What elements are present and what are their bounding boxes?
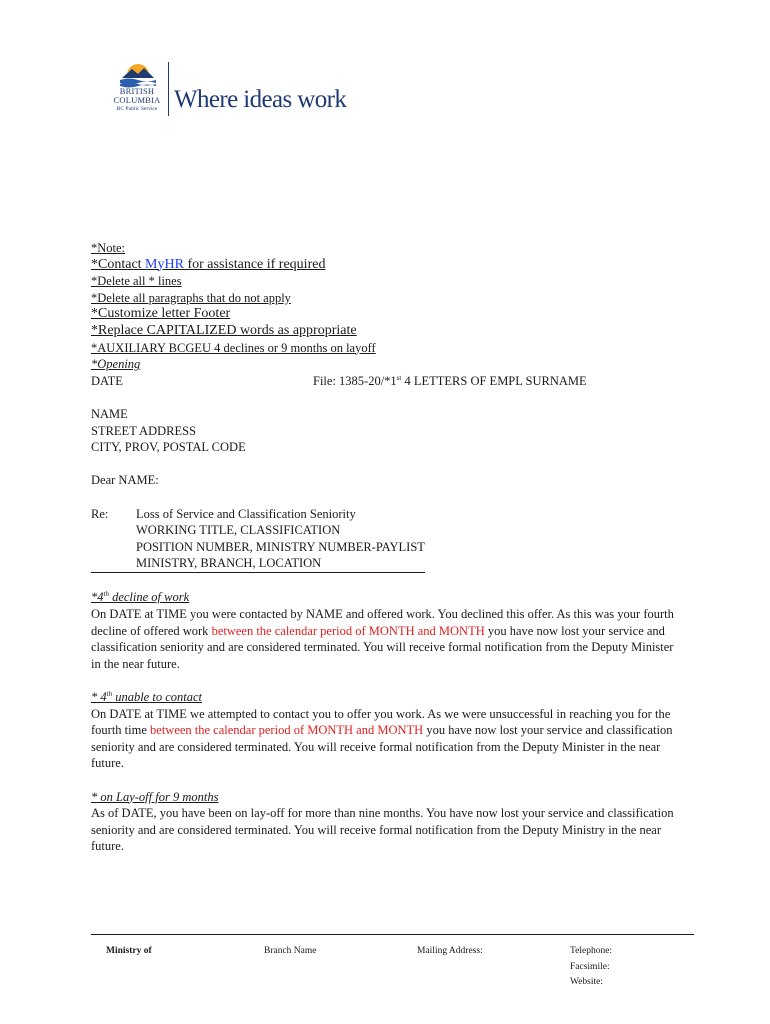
bc-public-service-logo (108, 58, 368, 120)
note-contact (91, 257, 681, 274)
footer-ministry (106, 944, 152, 960)
file-number (313, 373, 587, 390)
section-decline-heading (91, 589, 681, 606)
section-decline-text-1: On DATE at TIME you were contacted by NAME and offered work. You declined this offer. As this was your fourth decline of offered work (91, 607, 674, 638)
file-number-sup: st (396, 373, 402, 382)
file-number-pre: File: 1385-20/*1 (313, 373, 397, 388)
date-file-line (91, 373, 681, 390)
note-contact-post: for assistance if required (183, 256, 326, 272)
re-label: Re: (91, 506, 109, 521)
myhr-link[interactable]: MyHR (145, 256, 184, 272)
logo-tagline: Where ideas work (174, 86, 347, 113)
footer-rule (91, 934, 694, 935)
footer-telephone-label: Telephone: (570, 946, 613, 956)
logo-line-british: BRITISH (119, 86, 155, 96)
section-decline-heading-post: decline of work (108, 590, 190, 605)
re-line: Loss of Service and Classification Seniority (136, 506, 356, 521)
section-layoff-text: As of DATE, you have been on lay-off for more than nine months. You have now lost your service and classification seniority and are considered terminated. You will receive formal notification from the Deputy Ministry in the near future. (91, 806, 674, 854)
section-unable-text (91, 706, 681, 772)
note-delete-lines: *Delete all * lines (91, 274, 182, 289)
section-layoff-heading: * on Lay-off for 9 months (91, 789, 219, 804)
note-auxiliary: *AUXILIARY BCGEU 4 declines or 9 months on layoff (91, 340, 376, 355)
re-line: POSITION NUMBER, MINISTRY NUMBER-PAYLIST (136, 539, 425, 554)
re-line: WORKING TITLE, CLASSIFICATION (136, 523, 341, 538)
re-line: MINISTRY, BRANCH, LOCATION (91, 555, 425, 573)
section-decline-text-2: you have now lost your service and classification seniority and are considered terminated. You will receive formal notification from the Deputy Minister in the near future. (91, 623, 674, 671)
salutation: Dear NAME: (91, 473, 159, 488)
letter-body (91, 240, 681, 855)
note-heading: *Note: (91, 241, 126, 255)
note-opening: *Opening (91, 357, 141, 372)
note-delete-paragraphs: *Delete all paragraphs that do not apply (91, 290, 291, 305)
note-customize-footer: *Customize letter Footer (91, 306, 231, 322)
note-replace-capitalized: *Replace CAPITALIZED words as appropriate (91, 322, 357, 338)
recipient-city: CITY, PROV, POSTAL CODE (91, 440, 246, 455)
logo-wordmark (108, 87, 166, 113)
footer-contact (570, 944, 612, 991)
file-number-post: 4 LETTERS OF EMPL SURNAME (401, 373, 587, 388)
footer-website-label: Website: (570, 977, 604, 987)
letter-date: DATE (91, 373, 123, 388)
section-unable-text-2: you have now lost your service and classification seniority and are considered terminated. You will receive formal notification from the Deputy Minister in the near future. (91, 723, 673, 771)
logo-line-columbia: COLUMBIA (113, 95, 161, 105)
section-decline-text (91, 606, 681, 672)
note-contact-pre: *Contact (91, 256, 146, 272)
footer-branch-label: Branch Name (264, 946, 317, 956)
footer-facsimile-label: Facsimile: (570, 961, 610, 972)
section-decline-heading-sup: th (103, 590, 109, 599)
section-unable-text-1: On DATE at TIME we attempted to contact you to offer you work. As we were unsuccessful in reaching you for the fourth time (91, 706, 671, 738)
section-unable-heading (91, 689, 681, 706)
footer-ministry-label: Ministry of (106, 946, 152, 956)
section-unable-heading-pre: * 4 (91, 690, 107, 705)
recipient-name: NAME (91, 406, 128, 421)
section-unable-heading-post: unable to contact (112, 690, 202, 705)
section-decline-heading-pre: *4 (91, 590, 104, 605)
footer-branch (264, 944, 317, 960)
section-unable-text-red: between the calendar period of MONTH and MONTH (150, 723, 424, 738)
re-lines (136, 506, 425, 573)
re-block (91, 506, 681, 573)
recipient-street: STREET ADDRESS (91, 423, 196, 438)
section-decline-text-red: between the calendar period of MONTH and MONTH (211, 623, 485, 638)
section-unable-heading-sup: th (106, 689, 113, 698)
logo-divider (168, 62, 169, 116)
footer-mailing (417, 944, 483, 960)
bc-sun-mountain-icon (116, 58, 160, 88)
logo-line-public-service: BC Public Service (116, 106, 158, 112)
footer-mailing-label: Mailing Address: (417, 946, 483, 956)
